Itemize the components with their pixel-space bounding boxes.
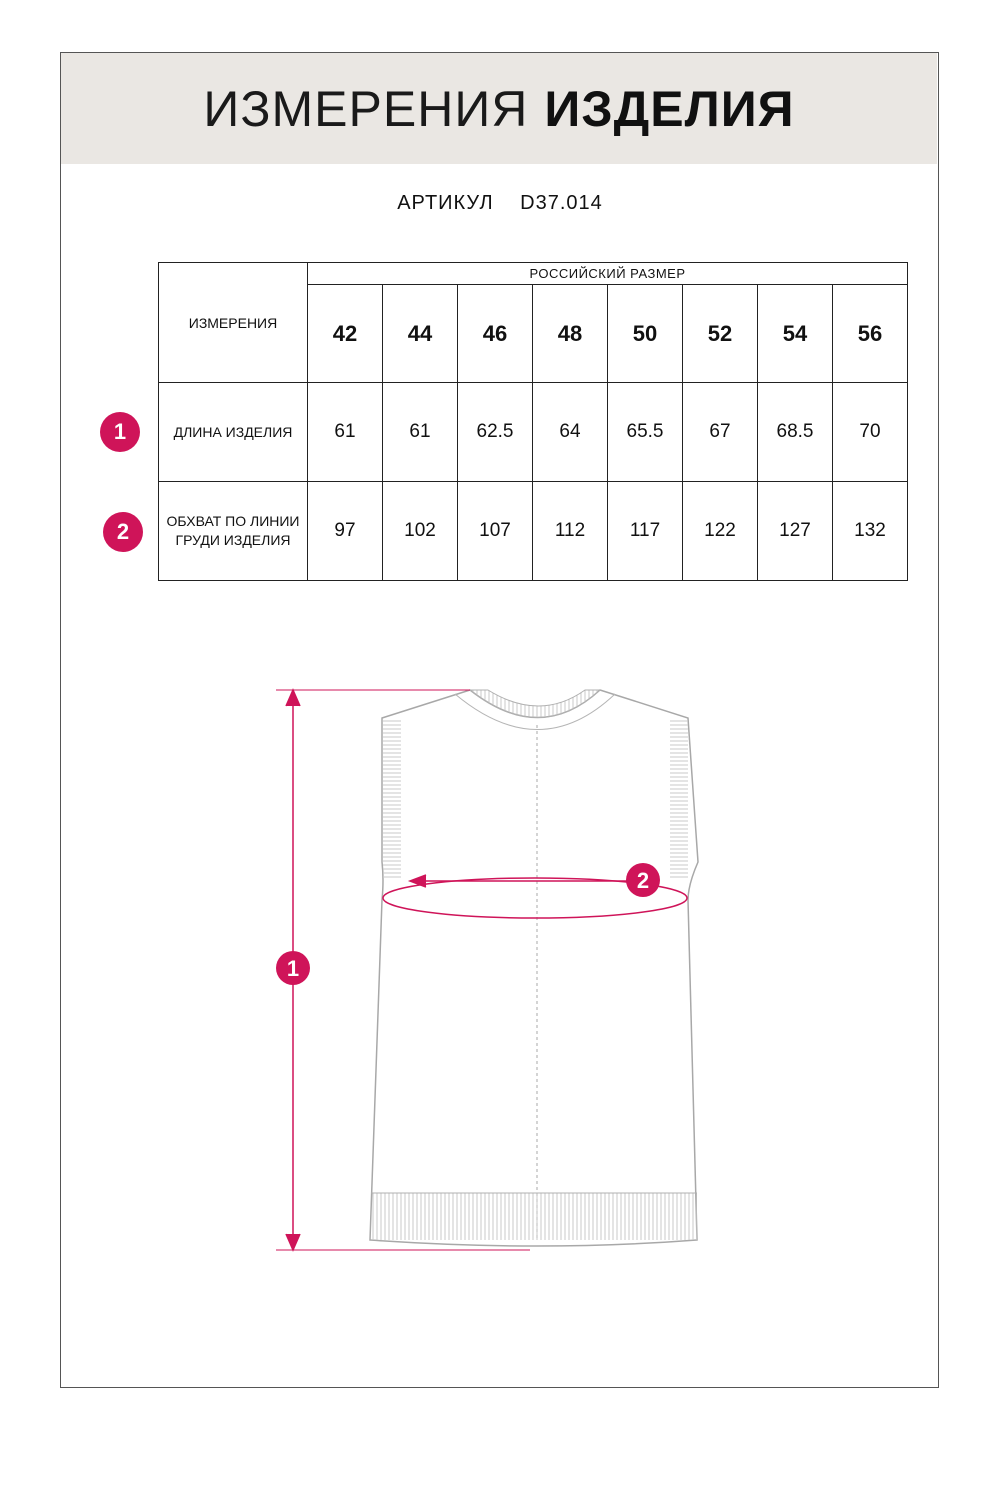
svg-text:1: 1 — [286, 956, 300, 981]
measurements-header: ИЗМЕРЕНИЯ — [159, 263, 308, 383]
article-code: D37.014 — [520, 192, 603, 214]
right-armhole-rib — [670, 720, 688, 880]
table-cell: 65.5 — [608, 383, 683, 482]
table-cell: 64 — [533, 383, 608, 482]
size-cell: 50 — [608, 285, 683, 383]
table-cell: 117 — [608, 482, 683, 581]
size-cell: 46 — [458, 285, 533, 383]
size-header: РОССИЙСКИЙ РАЗМЕР — [308, 263, 908, 285]
size-cell: 54 — [758, 285, 833, 383]
table-cell: 61 — [308, 383, 383, 482]
table-cell: 127 — [758, 482, 833, 581]
table-cell: 132 — [833, 482, 908, 581]
size-cell: 42 — [308, 285, 383, 383]
table-cell: 102 — [383, 482, 458, 581]
svg-text:2: 2 — [636, 868, 650, 893]
chest-marker — [626, 863, 660, 897]
table-cell: 61 — [383, 383, 458, 482]
size-cell: 48 — [533, 285, 608, 383]
article-label: АРТИКУЛ — [397, 192, 494, 214]
row-badge-chest: 2 — [103, 512, 143, 552]
title-bold: ИЗДЕЛИЯ — [544, 80, 795, 137]
table-cell: 112 — [533, 482, 608, 581]
table-cell: 62.5 — [458, 383, 533, 482]
row-label-chest: ОБХВАТ ПО ЛИНИИ ГРУДИ ИЗДЕЛИЯ — [159, 482, 308, 581]
table-cell: 68.5 — [758, 383, 833, 482]
title-light: ИЗМЕРЕНИЯ — [203, 80, 529, 137]
size-cell: 56 — [833, 285, 908, 383]
table-cell: 107 — [458, 482, 533, 581]
vest-outline — [370, 690, 698, 1246]
length-marker — [276, 951, 310, 985]
row-badge-length: 1 — [100, 412, 140, 452]
hem-rib — [371, 1193, 697, 1240]
size-cell: 44 — [383, 285, 458, 383]
size-cell: 52 — [683, 285, 758, 383]
table-cell: 67 — [683, 383, 758, 482]
table-cell: 97 — [308, 482, 383, 581]
left-armhole-rib — [383, 720, 401, 880]
table-cell: 122 — [683, 482, 758, 581]
row-label-length: ДЛИНА ИЗДЕЛИЯ — [159, 383, 308, 482]
table-cell: 70 — [833, 383, 908, 482]
